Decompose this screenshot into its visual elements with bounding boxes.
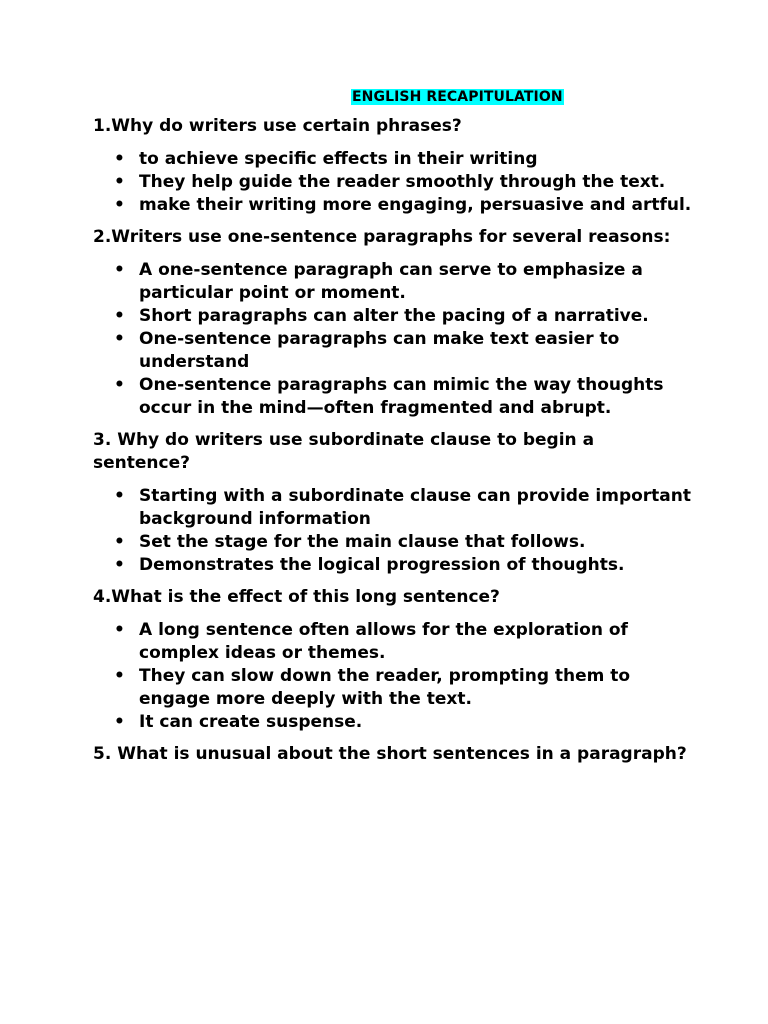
question-1: 1.Why do writers use certain phrases?	[93, 116, 462, 136]
answer-item: • make their writing more engaging, persuasive and artful.	[139, 194, 693, 217]
answer-item: • Short paragraphs can alter the pacing of a narrative.	[139, 305, 693, 328]
answer-item: • A one-sentence paragraph can serve to emphasize a particular point or moment.	[139, 259, 693, 305]
answer-item: • They can slow down the reader, prompting them to engage more deeply with the text.	[139, 665, 693, 711]
question-3: 3. Why do writers use subordinate clause to begin a sentence?	[93, 430, 595, 473]
answer-item: • to achieve specific effects in their writing	[139, 148, 693, 171]
answer-item: • It can create suspense.	[139, 711, 693, 734]
document-body	[93, 115, 693, 776]
answer-list-1	[93, 148, 693, 217]
question-5: 5. What is unusual about the short sentences in a paragraph?	[93, 744, 687, 764]
answer-list-2	[93, 259, 693, 420]
question-2: 2.Writers use one-sentence paragraphs for several reasons:	[93, 227, 671, 247]
answer-list-4	[93, 619, 693, 734]
document-title: ENGLISH RECAPITULATION	[352, 89, 563, 105]
answer-item: • A long sentence often allows for the exploration of complex ideas or themes.	[139, 619, 693, 665]
title-line	[351, 87, 564, 106]
answer-item: • Starting with a subordinate clause can provide important background information	[139, 485, 693, 531]
answer-item: • Demonstrates the logical progression of thoughts.	[139, 554, 693, 577]
answer-item: • One-sentence paragraphs can mimic the way thoughts occur in the mind—often fragmented and abrupt.	[139, 374, 693, 420]
answer-item: • They help guide the reader smoothly through the text.	[139, 171, 693, 194]
answer-list-3	[93, 485, 693, 577]
question-4: 4.What is the effect of this long sentence?	[93, 587, 500, 607]
answer-item: • One-sentence paragraphs can make text easier to understand	[139, 328, 693, 374]
answer-item: • Set the stage for the main clause that follows.	[139, 531, 693, 554]
